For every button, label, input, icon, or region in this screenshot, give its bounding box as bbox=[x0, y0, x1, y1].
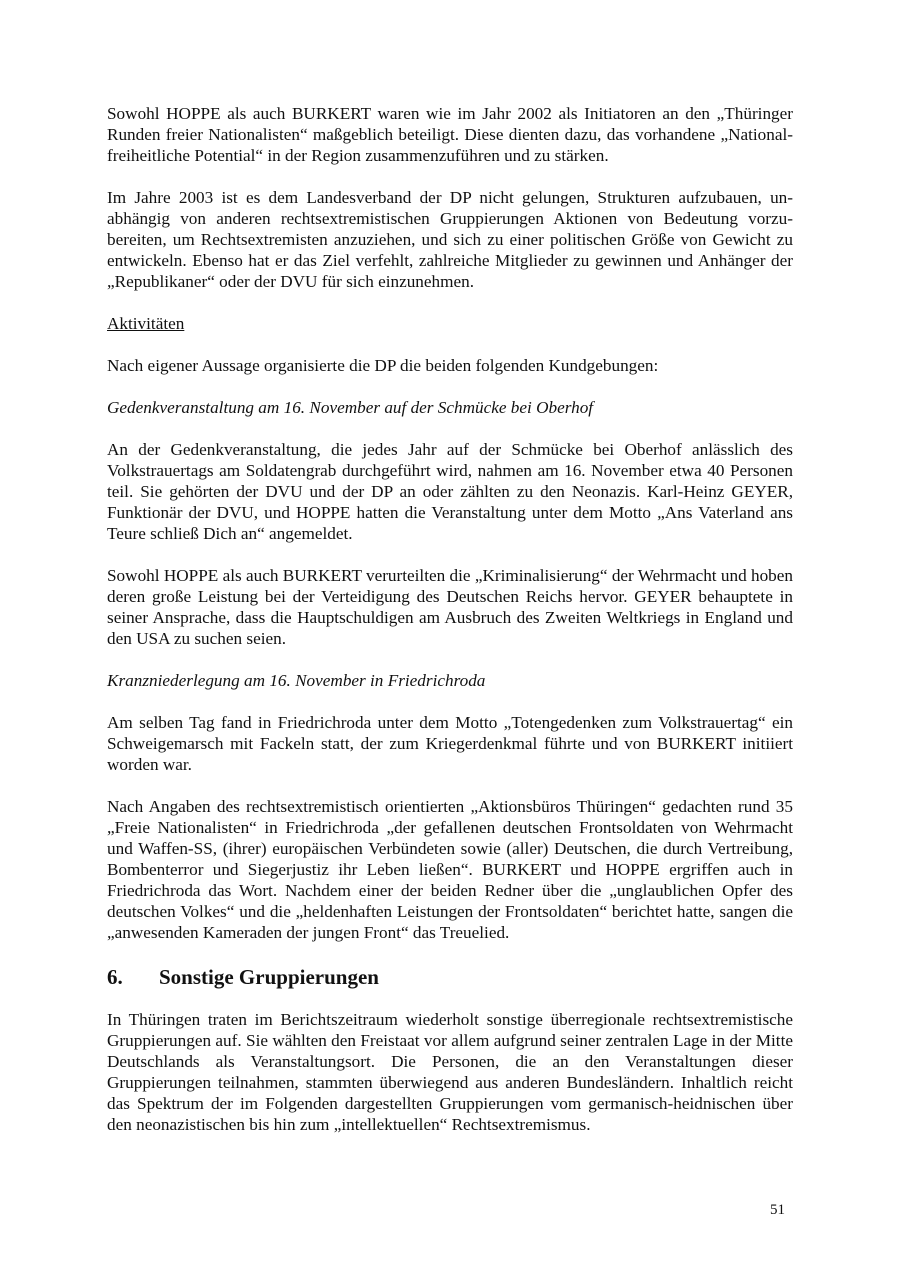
subheading-gedenkveranstaltung: Gedenkveranstaltung am 16. November auf der Schmücke bei Oberhof bbox=[107, 398, 594, 417]
section-number: 6. bbox=[107, 965, 123, 989]
page-number: 51 bbox=[770, 1202, 785, 1218]
section-title: Sonstige Gruppierungen bbox=[159, 965, 379, 989]
section-heading bbox=[107, 964, 793, 990]
paragraph-gedenkveranstaltung: An der Gedenkveranstaltung, die jedes Jahr auf der Schmücke bei Oberhof anlässlich des Volkstrauertags am Soldatengrab durchgeführt wird, nahmen am 16. November etwa 40 Personen teil. Sie gehörten der DVU und der DP an oder zählten zu den Neonazis. Karl-Heinz GEYER, Funktionär der DVU, und HOPPE hatten die Veranstaltung unter dem Motto „Ans Vaterland ans Teure schließ Dich an“ angemeldet. bbox=[107, 440, 793, 543]
paragraph-landesverband: Im Jahre 2003 ist es dem Landesverband der DP nicht gelungen, Strukturen aufzubauen, unabhängig von anderen rechtsextremistischen Gruppierungen Aktionen von Bedeutung vorzubereiten, um Rechtsextremisten anzuziehen, und sich zu einer politischen Größe von Gewicht zu entwickeln. Ebenso hat er das Ziel verfehlt, zahlreiche Mitglieder zu gewinnen und Anhänger der „Republikaner“ oder der DVU für sich einzunehmen. bbox=[107, 188, 793, 291]
document-page bbox=[107, 103, 793, 1156]
paragraph-kriminalisierung: Sowohl HOPPE als auch BURKERT verurteilten die „Kriminalisierung“ der Wehrmacht und hoben deren große Leistung bei der Verteidigung des Deutschen Reichs hervor. GEYER behauptete in seiner Ansprache, dass die Hauptschuldigen am Ausbruch des Zweiten Weltkriegs in England und den USA zu suchen seien. bbox=[107, 566, 793, 648]
paragraph-kundgebungen: Nach eigener Aussage organisierte die DP die beiden folgenden Kundgebungen: bbox=[107, 356, 659, 375]
paragraph-initiators: Sowohl HOPPE als auch BURKERT waren wie im Jahr 2002 als Initiatoren an den „Thüringer Runden freier Nationalisten“ maßgeblich beteiligt. Diese dienten dazu, das vorhandene „National-freiheitliche Potential“ in der Region zusammenzuführen und zu stärken. bbox=[107, 104, 793, 165]
subheading-kranzniederlegung: Kranzniederlegung am 16. November in Friedrichroda bbox=[107, 671, 486, 690]
paragraph-schweigemarsch: Am selben Tag fand in Friedrichroda unter dem Motto „Totengedenken zum Volkstrauertag“ ein Schweigemarsch mit Fackeln statt, der zum Kriegerdenkmal führte und von BURKERT initiiert worden war. bbox=[107, 713, 793, 774]
paragraph-sonstige-gruppierungen: In Thüringen traten im Berichtszeitraum wiederholt sonstige überregionale rechtsextremistische Gruppierungen auf. Sie wählten den Freistaat vor allem aufgrund seiner zentralen Lage in der Mitte Deutschlands als Veranstaltungsort. Die Personen, die an den Veranstaltungen dieser Gruppierungen teilnahmen, stammten überwiegend aus anderen Bundesländern. Inhaltlich reicht das Spektrum der im Folgenden dargestellten Gruppierungen vom germanisch-heidnischen über den neonazistischen bis hin zum „intellektuellen“ Rechtsextremismus. bbox=[107, 1010, 793, 1134]
subheading-aktivitaeten: Aktivitäten bbox=[107, 314, 185, 333]
paragraph-aktionsbuero: Nach Angaben des rechtsextremistisch orientierten „Aktionsbüros Thüringen“ gedachten rund 35 „Freie Nationalisten“ in Friedrichroda „der gefallenen deutschen Frontsoldaten von Wehrmacht und Waffen-SS, (ihrer) europäischen Verbündeten sowie (aller) Deutschen, die durch Vertreibung, Bombenterror und Siegerjustiz ihr Leben ließen“. BURKERT und HOPPE ergriffen auch in Friedrichroda das Wort. Nachdem einer der beiden Redner über die „unglaublichen Opfer des deutschen Volkes“ und die „heldenhaften Leistungen der Frontsoldaten“ berichtet hatte, sangen die „anwesenden Kameraden der jungen Front“ das Treuelied. bbox=[107, 797, 793, 942]
